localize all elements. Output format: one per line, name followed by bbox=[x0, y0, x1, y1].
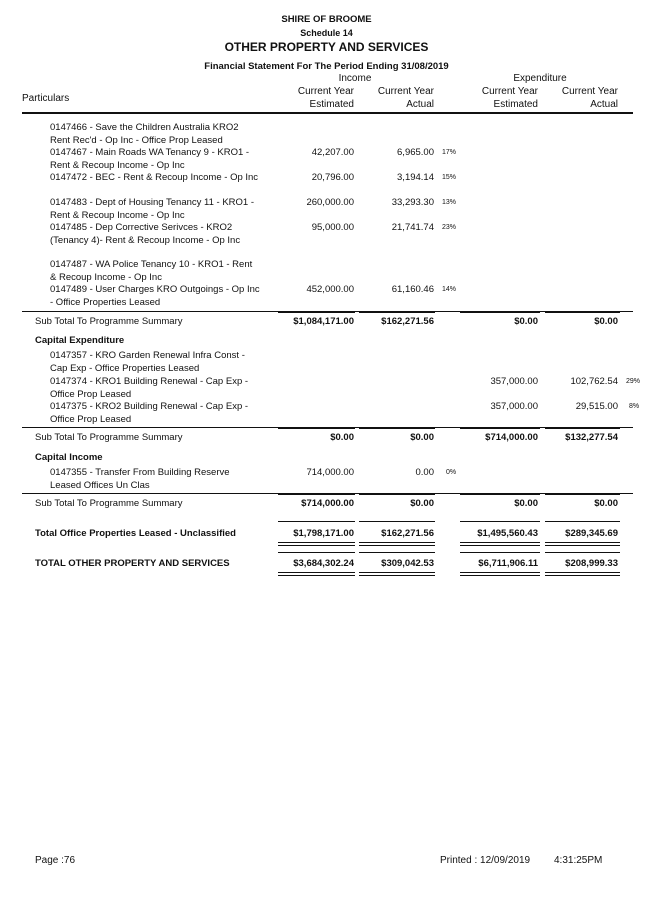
subtotal-inc-est: $0.00 bbox=[330, 432, 354, 443]
total-exp-act: $289,345.69 bbox=[565, 528, 618, 539]
rule bbox=[359, 542, 435, 543]
row-inc-est: 714,000.00 bbox=[306, 467, 354, 478]
subtotal-exp-act: $0.00 bbox=[594, 498, 618, 509]
rule bbox=[278, 494, 355, 495]
rule bbox=[545, 521, 620, 522]
row-pct: 14% bbox=[442, 286, 457, 293]
subtotal-inc-act: $0.00 bbox=[410, 432, 434, 443]
rule bbox=[359, 494, 435, 495]
row-inc-act: 61,160.46 bbox=[391, 284, 434, 295]
subtotal-inc-est: $714,000.00 bbox=[301, 498, 354, 509]
row-desc: 0147466 - Save the Children Australia KRO2 Rent Rec'd - Op Inc - Office Prop Leased bbox=[50, 122, 239, 146]
inc-est-header-1: Current Year bbox=[297, 86, 354, 97]
total-inc-est: $1,798,171.00 bbox=[293, 528, 354, 539]
row-inc-act: 6,965.00 bbox=[397, 147, 434, 158]
rule bbox=[460, 312, 540, 313]
org-name: SHIRE OF BROOME bbox=[281, 14, 372, 25]
row-inc-est: 20,796.00 bbox=[311, 172, 354, 183]
row-desc: 0147375 - KRO2 Building Renewal - Cap Exp - Office Prop Leased bbox=[50, 401, 249, 425]
row-pct: 23% bbox=[442, 224, 457, 231]
rule bbox=[359, 575, 435, 576]
row-desc: 0147472 - BEC - Rent & Recoup Income - Op Inc bbox=[50, 172, 259, 183]
rule bbox=[359, 572, 435, 573]
row-desc: 0147355 - Transfer From Building Reserve Leased Offices Un Clas bbox=[50, 467, 230, 491]
grand-total-label: TOTAL OTHER PROPERTY AND SERVICES bbox=[35, 558, 230, 569]
row-exp-est: 357,000.00 bbox=[490, 376, 538, 387]
exp-est-header-1: Current Year bbox=[481, 86, 538, 97]
grand-total-exp-est: $6,711,906.11 bbox=[478, 558, 538, 569]
rule bbox=[359, 545, 435, 546]
row-desc: 0147483 - Dept of Housing Tenancy 11 - KRO1 - Rent & Recoup Income - Op Inc bbox=[50, 197, 255, 221]
row-exp-act: 29,515.00 bbox=[575, 401, 618, 412]
subtotal-inc-act: $162,271.56 bbox=[381, 316, 434, 327]
grand-total-exp-act: $208,999.33 bbox=[565, 558, 618, 569]
row-desc: 0147487 - WA Police Tenancy 10 - KRO1 - Rent & Recoup Income - Op Inc bbox=[50, 259, 253, 283]
exp-act-header-2: Actual bbox=[590, 99, 618, 110]
row-pct: 29% bbox=[626, 378, 641, 385]
report-title: OTHER PROPERTY AND SERVICES bbox=[224, 40, 429, 54]
rule bbox=[278, 542, 355, 543]
rule bbox=[278, 428, 355, 429]
rule bbox=[359, 552, 435, 553]
row-inc-est: 42,207.00 bbox=[311, 147, 354, 158]
total-inc-act: $162,271.56 bbox=[381, 528, 434, 539]
expenditure-header: Expenditure bbox=[513, 73, 567, 84]
rule bbox=[460, 575, 540, 576]
subtotal-exp-est: $714,000.00 bbox=[485, 432, 538, 443]
rule bbox=[460, 552, 540, 553]
header-divider bbox=[22, 112, 633, 114]
row-desc: 0147485 - Dep Corrective Serivces - KRO2 (Tenancy 4)- Rent & Recoup Income - Op Inc bbox=[50, 222, 241, 246]
total-exp-est: $1,495,560.43 bbox=[477, 528, 538, 539]
particulars-header: Particulars bbox=[22, 93, 70, 104]
rule bbox=[460, 545, 540, 546]
rule bbox=[460, 542, 540, 543]
section-title: Capital Expenditure bbox=[35, 335, 125, 346]
rule bbox=[278, 521, 355, 522]
subtotal-exp-est: $0.00 bbox=[514, 498, 538, 509]
rule bbox=[460, 494, 540, 495]
row-desc: 0147374 - KRO1 Building Renewal - Cap Exp - Office Prop Leased bbox=[50, 376, 249, 400]
rule bbox=[460, 572, 540, 573]
row-inc-est: 95,000.00 bbox=[311, 222, 354, 233]
report-subtitle: Financial Statement For The Period Ending 31/08/2019 bbox=[204, 61, 449, 72]
row-exp-est: 357,000.00 bbox=[490, 401, 538, 412]
page-number: Page :76 bbox=[35, 855, 76, 866]
rule bbox=[278, 552, 355, 553]
inc-est-header-2: Estimated bbox=[309, 99, 354, 110]
grand-total-inc-act: $309,042.53 bbox=[381, 558, 434, 569]
rule bbox=[460, 428, 540, 429]
schedule-label: Schedule 14 bbox=[300, 28, 353, 38]
income-header: Income bbox=[338, 73, 372, 84]
inc-act-header-1: Current Year bbox=[377, 86, 434, 97]
inc-act-header-2: Actual bbox=[406, 99, 434, 110]
subtotal-inc-act: $0.00 bbox=[410, 498, 434, 509]
printed-date: Printed : 12/09/2019 bbox=[440, 855, 531, 866]
rule bbox=[545, 575, 620, 576]
rule bbox=[545, 572, 620, 573]
subtotal-label: Sub Total To Programme Summary bbox=[35, 316, 183, 327]
rule bbox=[545, 494, 620, 495]
subtotal-label: Sub Total To Programme Summary bbox=[35, 432, 183, 443]
row-pct: 0% bbox=[446, 469, 457, 476]
subtotal-label: Sub Total To Programme Summary bbox=[35, 498, 183, 509]
exp-est-header-2: Estimated bbox=[493, 99, 538, 110]
subtotal-inc-est: $1,084,171.00 bbox=[293, 316, 354, 327]
row-inc-est: 452,000.00 bbox=[306, 284, 354, 295]
row-pct: 13% bbox=[442, 199, 457, 206]
rule bbox=[545, 545, 620, 546]
grand-total-inc-est: $3,684,302.24 bbox=[293, 558, 354, 569]
section-title: Capital Income bbox=[35, 452, 103, 463]
rule bbox=[545, 428, 620, 429]
rule bbox=[545, 312, 620, 313]
rule bbox=[278, 575, 355, 576]
rule bbox=[545, 542, 620, 543]
subtotal-exp-est: $0.00 bbox=[514, 316, 538, 327]
row-inc-act: 21,741.74 bbox=[391, 222, 434, 233]
rule bbox=[359, 312, 435, 313]
row-pct: 15% bbox=[442, 174, 457, 181]
row-pct: 17% bbox=[442, 149, 457, 156]
row-pct: 8% bbox=[629, 403, 640, 410]
row-exp-act: 102,762.54 bbox=[570, 376, 618, 387]
rule bbox=[460, 521, 540, 522]
row-inc-est: 260,000.00 bbox=[306, 197, 354, 208]
rule bbox=[278, 312, 355, 313]
row-inc-act: 33,293.30 bbox=[391, 197, 434, 208]
row-desc: 0147467 - Main Roads WA Tenancy 9 - KRO1 - Rent & Recoup Income - Op Inc bbox=[50, 147, 250, 171]
exp-act-header-1: Current Year bbox=[561, 86, 618, 97]
row-desc: 0147357 - KRO Garden Renewal Infra Const - Cap Exp - Office Properties Leased bbox=[50, 350, 245, 374]
row-inc-act: 3,194.14 bbox=[397, 172, 434, 183]
rule bbox=[359, 428, 435, 429]
subtotal-exp-act: $132,277.54 bbox=[565, 432, 618, 443]
rule bbox=[278, 572, 355, 573]
row-inc-act: 0.00 bbox=[415, 467, 434, 478]
rule bbox=[278, 545, 355, 546]
row-desc: 0147489 - User Charges KRO Outgoings - Op Inc - Office Properties Leased bbox=[50, 284, 260, 308]
rule bbox=[545, 552, 620, 553]
rule bbox=[359, 521, 435, 522]
printed-time: 4:31:25PM bbox=[554, 855, 603, 866]
total-label: Total Office Properties Leased - Unclassified bbox=[35, 528, 236, 539]
subtotal-exp-act: $0.00 bbox=[594, 316, 618, 327]
